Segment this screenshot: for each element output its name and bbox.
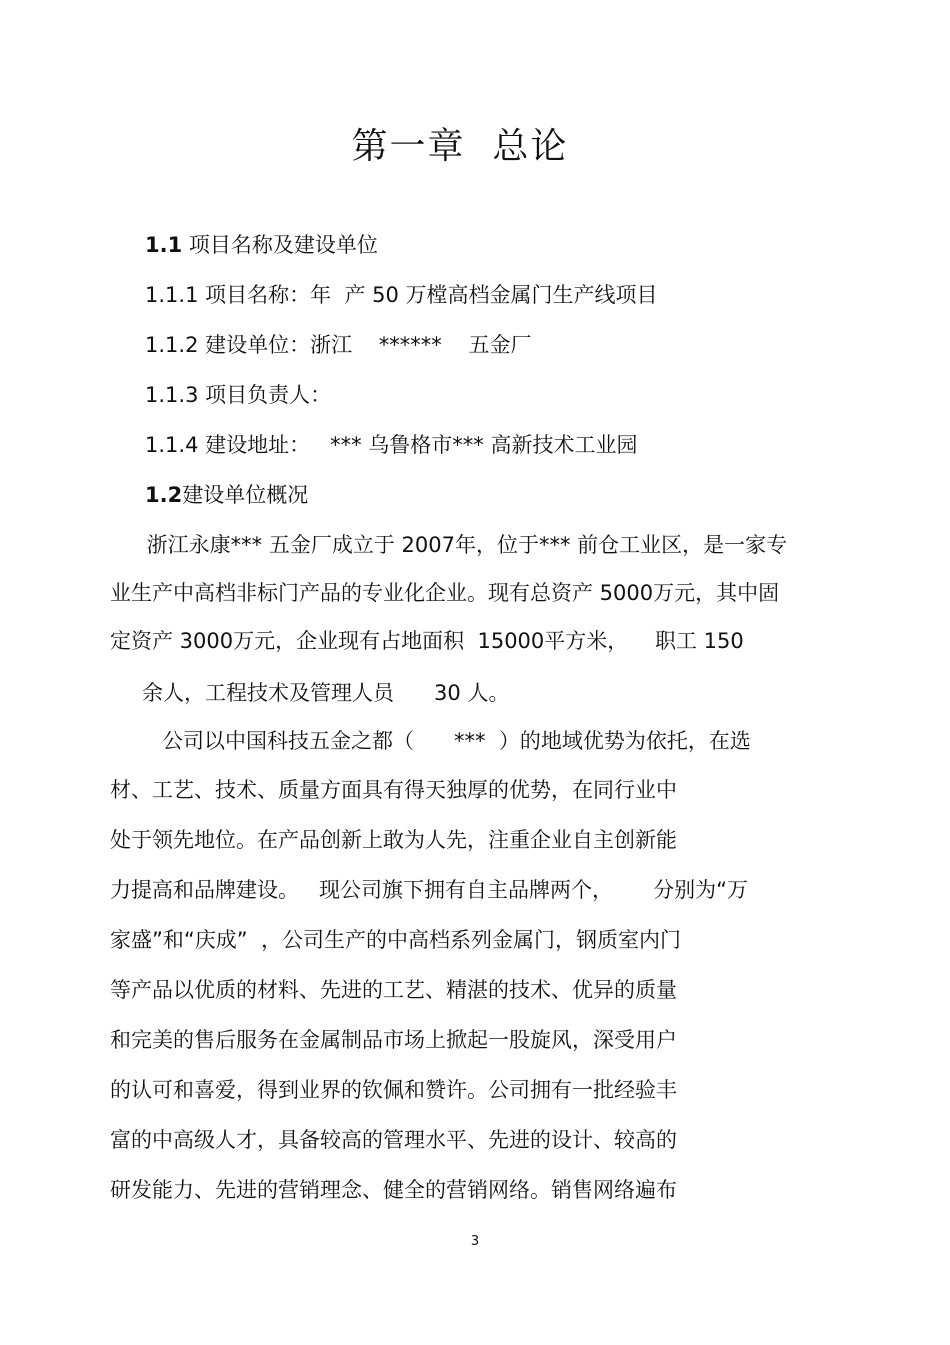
section-1-1-2: 1.1.2 建设单位：浙江 ****** 五金厂	[145, 333, 532, 357]
section-1-1-3: 1.1.3 项目负责人：	[145, 383, 332, 407]
paragraph-line: 和完美的售后服务在金属制品市场上掀起一股旋风，深受用户	[110, 1028, 677, 1052]
paragraph-line: 浙江永康*** 五金厂成立于 2007年，位于*** 前仓工业区，是一家专	[140, 533, 788, 557]
chapter-title: 第一章 总论	[351, 126, 569, 167]
section-1-2-number: 1.2	[145, 483, 183, 507]
section-1-1-4: 1.1.4 建设地址： *** 乌鲁格市*** 高新技术工业园	[145, 433, 638, 457]
paragraph-line: 研发能力、先进的营销理念、健全的营销网络。销售网络遍布	[110, 1178, 677, 1202]
paragraph-line: 家盛”和“庆成” ，公司生产的中高档系列金属门，钢质室内门	[110, 928, 681, 952]
section-1-1-text: 项目名称及建设单位	[182, 233, 378, 257]
paragraph-line: 的认可和喜爱，得到业界的钦佩和赞许。公司拥有一批经验丰	[110, 1078, 677, 1102]
paragraph-line: 业生产中高档非标门产品的专业化企业。现有总资产 5000万元，其中固	[110, 581, 780, 605]
paragraph-line: 材、工艺、技术、质量方面具有得天独厚的优势，在同行业中	[110, 778, 677, 802]
section-1-2-text: 建设单位概况	[182, 483, 309, 507]
section-1-1-number: 1.1	[145, 233, 183, 257]
paragraph-line: 等产品以优质的材料、先进的工艺、精湛的技术、优异的质量	[110, 978, 677, 1002]
section-1-1-heading	[145, 230, 378, 260]
paragraph-line: 处于领先地位。在产品创新上敢为人先，注重企业自主创新能	[110, 828, 677, 852]
paragraph-line: 力提高和品牌建设。 现公司旗下拥有自主品牌两个， 分别为“万	[110, 878, 748, 902]
paragraph-line: 公司以中国科技五金之都（ *** ）的地域优势为依托，在选	[162, 729, 751, 753]
paragraph-line: 定资产 3000万元，企业现有占地面积 15000平方米， 职工 150	[110, 629, 744, 653]
paragraph-line: 余人，工程技术及管理人员 30 人。	[142, 681, 510, 705]
section-1-1-1: 1.1.1 项目名称：年 产 50 万樘高档金属门生产线项目	[145, 283, 658, 307]
paragraph-line: 富的中高级人才，具备较高的管理水平、先进的设计、较高的	[110, 1128, 677, 1152]
page-number: 3	[470, 1234, 480, 1249]
section-1-2-heading	[145, 480, 308, 510]
